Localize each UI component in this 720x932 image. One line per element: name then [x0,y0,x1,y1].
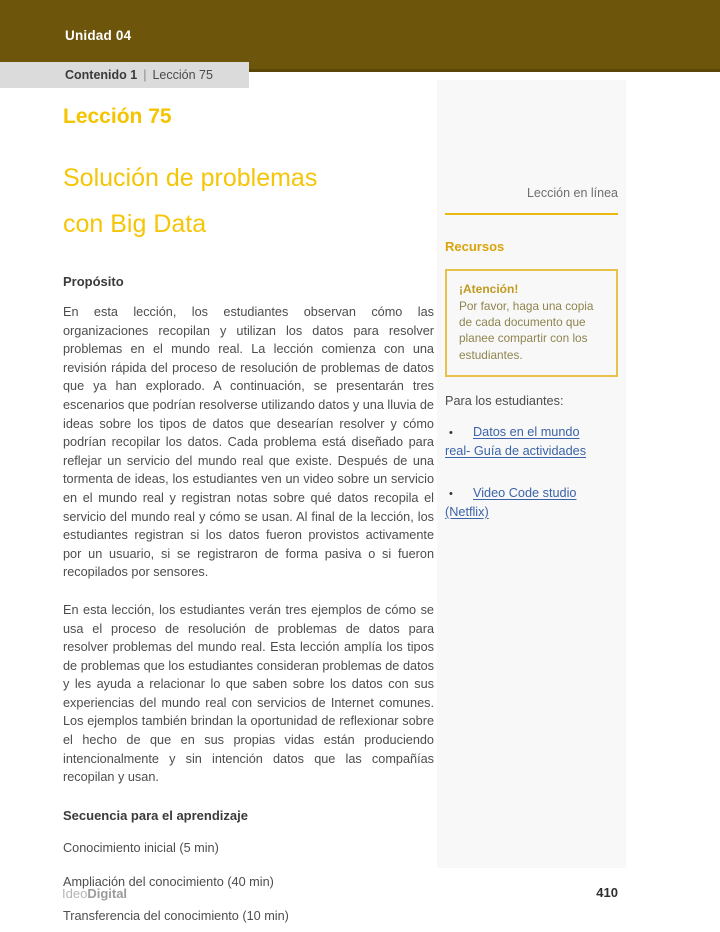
main-content [63,0,434,925]
brand-bold: Digital [87,886,128,901]
lesson-title-line1: Solución de problemas [63,164,318,192]
students-label: Para los estudiantes: [445,393,564,408]
page-number: 410 [596,885,618,900]
breadcrumb-separator: | [143,68,147,82]
lesson-number-heading: Lección 75 [63,105,172,128]
unit-label: Unidad 04 [65,28,132,43]
sequence-heading: Secuencia para el aprendizaje [63,807,248,823]
footer-brand-logo [62,886,127,901]
bullet-icon: • [449,487,453,500]
link-activity-guide[interactable]: Datos en el mundo real- Guía de actividades [445,424,587,458]
sequence-item: Ampliación del conocimiento (40 min) [63,874,274,889]
sequence-item: Transferencia del conocimiento (10 min) [63,908,289,923]
sidebar-divider [445,213,618,215]
lesson-title-line2: con Big Data [63,210,207,238]
sidebar [437,80,626,868]
sequence-item: Conocimiento inicial (5 min) [63,840,219,855]
attention-body: Por favor, haga una copia de cada documento que planee compartir con los estudiantes. [459,299,594,362]
link-video-code-studio[interactable]: Video Code studio (Netflix) [445,485,577,519]
purpose-paragraph-1: En esta lección, los estudiantes observan cómo las organizaciones recopilan y utilizan los datos para resolver problemas en el mundo real. La lección comienza con una revisión rápida del proceso de resolución de problemas de datos que ya han explorado. A continuación, se presentarán tres escenarios que podrían resolverse utilizando datos y una lluvia de ideas sobre los tipos de datos que desearían resolver y cómo podrían recopilar los datos. Cada problema está diseñado para reflejar un servicio del mundo real que existe. Después de una tormenta de ideas, los estudiantes ven un video sobre un servicio en el mundo real y registran notas sobre qué datos recopila el servicio del mundo real y cómo se usan. Al final de la lección, los estudiantes registran si los datos fueron provistos activamente por un usuario, si se registraron de forma pasiva o si fueron recopilados por sensores. [63,305,434,580]
purpose-paragraph-2: En esta lección, los estudiantes verán tres ejemplos de cómo se usa el proceso de resolución de problemas de datos para resolver problemas del mundo real. Esta lección amplía los tipos de problemas que los estudiantes consideran problemas de datos y les ayuda a relacionar lo que saben sobre los datos con sus experiencias del mundo real con servicios de Internet comunes. Los ejemplos también brindan la oportunidad de reflexionar sobre el hecho de que en sus propias vidas están produciendo intencionalmente y sin intención datos que las compañías recopilan y usan. [63,602,434,785]
attention-callout [445,269,618,377]
attention-title: ¡Atención! [459,282,519,296]
list-item [445,484,618,521]
breadcrumb-section: Contenido 1 [65,68,138,82]
list-item [445,423,605,460]
lesson-title [63,155,434,247]
resources-heading: Recursos [445,239,505,254]
brand-light: Ideo [62,886,88,901]
purpose-heading: Propósito [63,274,124,289]
breadcrumb-lesson: Lección 75 [152,68,213,82]
lesson-mode-label: Lección en línea [526,186,618,200]
bullet-icon: • [449,426,453,439]
